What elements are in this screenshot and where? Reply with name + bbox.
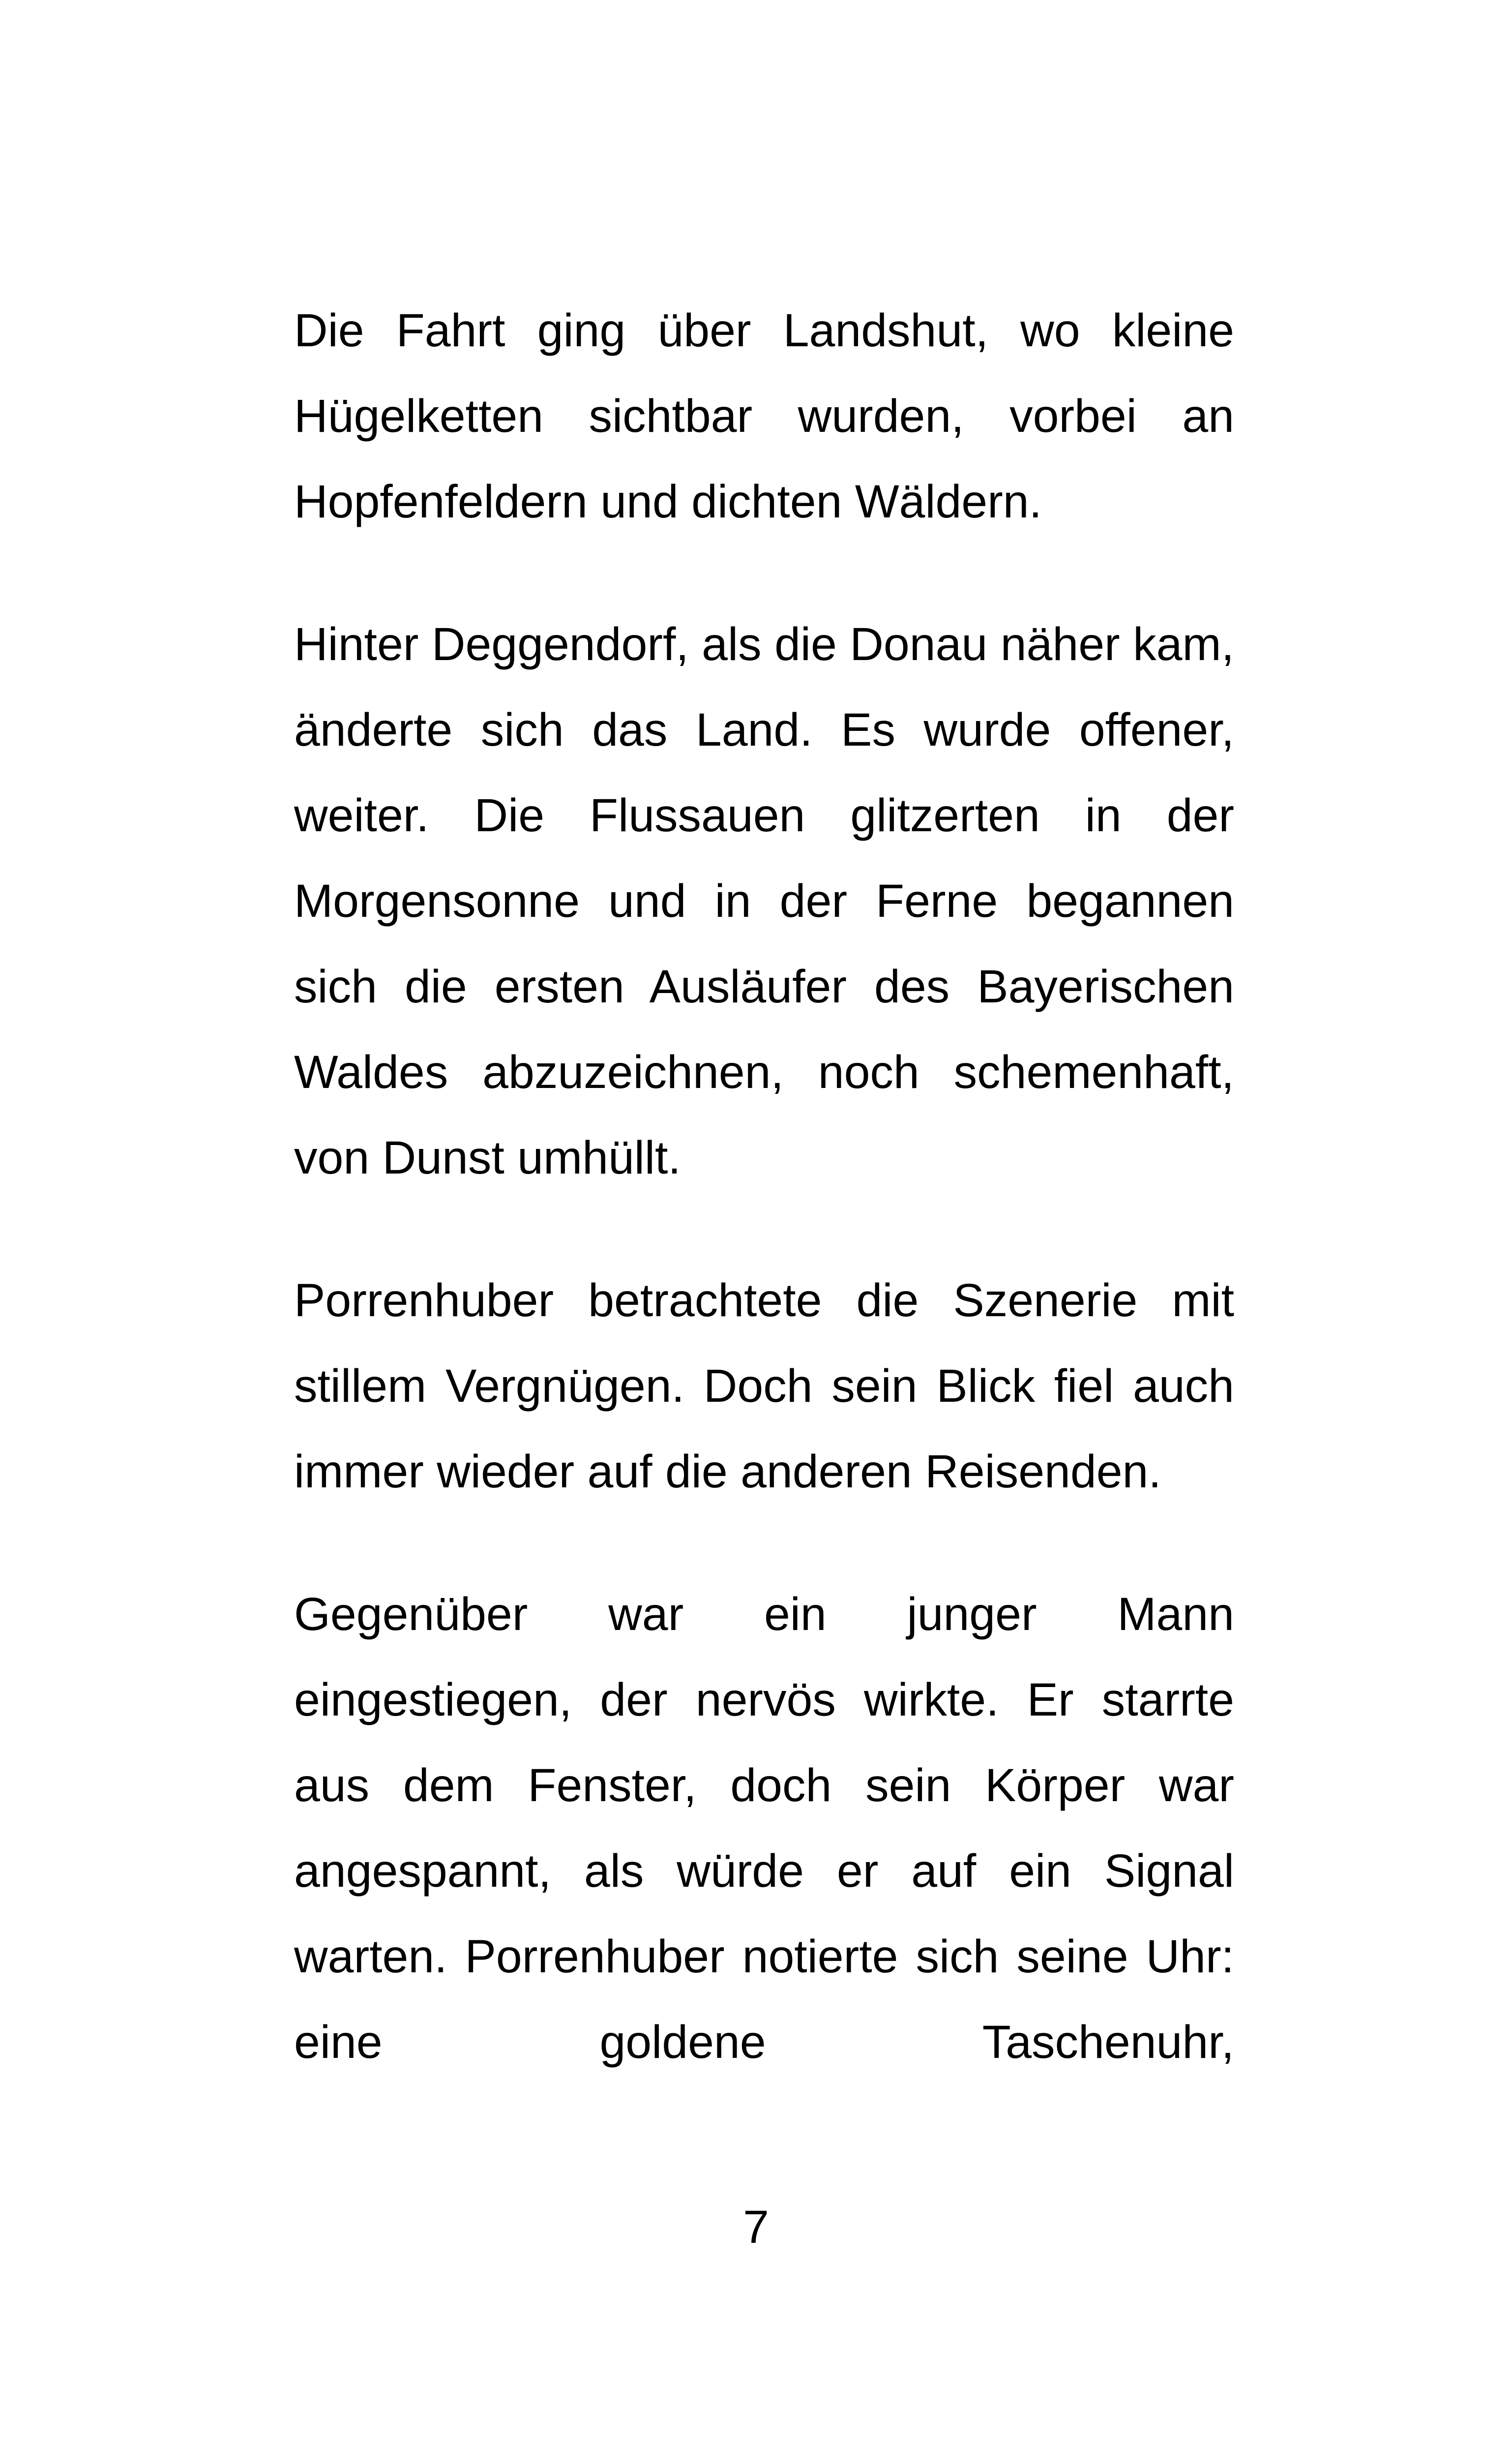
paragraph-3: Porrenhuber betrachtete die Szenerie mit stillem Vergnügen. Doch sein Blick fiel auch immer wieder auf die anderen Reisenden.	[294, 1274, 1234, 1498]
paragraph-1: Die Fahrt ging über Landshut, wo kleine Hügelketten sichtbar wurden, vorbei an Hopfenfeldern und dichten Wäldern.	[294, 304, 1234, 528]
body-text	[294, 288, 1234, 2085]
paragraph-4: Gegenüber war ein junger Mann eingestiegen, der nervös wirkte. Er starrte aus dem Fenster, doch sein Körper war angespannt, als würde er auf ein Signal warten. Porrenhuber notierte sich seine Uhr: eine goldene Taschenuhr,	[294, 1588, 1234, 2068]
paragraph-2: Hinter Deggendorf, als die Donau näher kam, änderte sich das Land. Es wurde offener, weiter. Die Flussauen glitzerten in der Morgensonne und in der Ferne begannen sich die ersten Ausläufer des Bayerischen Waldes abzuzeichnen, noch schemenhaft, von Dunst umhüllt.	[294, 618, 1234, 1184]
page-number: 7	[743, 2201, 769, 2253]
